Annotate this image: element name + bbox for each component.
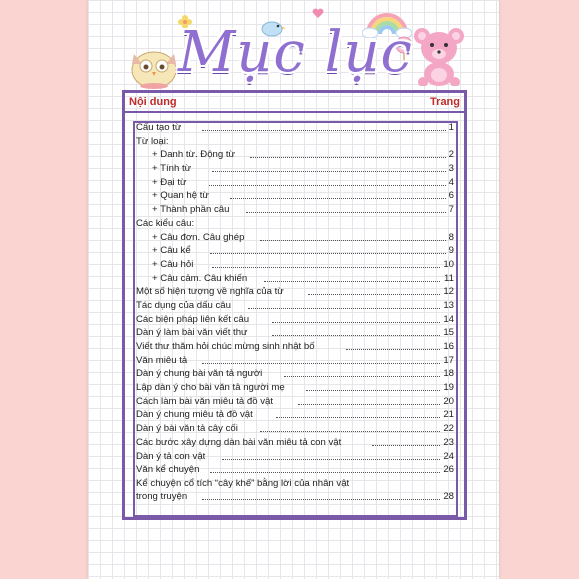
dot-leader	[250, 157, 446, 158]
toc-entry-title: Một số hiện tượng về nghĩa của từ	[136, 286, 284, 298]
toc-entry-page: 12	[443, 286, 454, 298]
dot-leader	[248, 308, 440, 309]
toc-entry-title: Cách làm bài văn miêu tả đồ vật	[136, 395, 274, 407]
dot-leader	[202, 363, 440, 364]
toc-entry-title: Văn miêu tả	[136, 354, 188, 366]
dot-leader	[212, 171, 446, 172]
toc-entry-title: + Câu cảm. Câu khiến	[152, 272, 248, 284]
toc-entry	[136, 244, 456, 258]
toc-entry-title: + Tính từ	[152, 163, 192, 175]
dot-leader	[246, 212, 446, 213]
dot-leader	[230, 198, 446, 199]
toc-entry-title: + Câu đơn. Câu ghép	[152, 231, 245, 243]
toc-entry-title: Dàn ý chung bài văn tả người	[136, 368, 263, 380]
content-column-label: Nội dung	[129, 96, 177, 108]
toc-entry	[136, 450, 456, 464]
dot-leader	[202, 130, 446, 131]
toc-entry-title: Dàn ý làm bài văn viết thư	[136, 327, 248, 339]
toc-header	[125, 93, 464, 113]
dot-leader	[212, 267, 440, 268]
toc-entry-title: Dàn ý chung miêu tả đồ vật	[136, 409, 253, 421]
page-column-label: Trang	[430, 96, 460, 108]
toc-entry-page: 22	[443, 423, 454, 435]
toc-entry	[136, 176, 456, 190]
toc-entry	[136, 436, 456, 450]
toc-entry	[136, 231, 456, 245]
dot-leader	[272, 335, 440, 336]
toc-entry-page: 9	[448, 245, 454, 257]
toc-entry-page: 28	[443, 490, 454, 502]
toc-entry-page: 1	[448, 122, 454, 133]
toc-entry-title: + Thành phần câu	[152, 204, 230, 216]
dot-leader	[210, 472, 440, 473]
dot-leader	[284, 376, 440, 377]
toc-entry-title: + Câu kể	[152, 245, 191, 257]
toc-entry-page: 24	[443, 450, 454, 462]
toc-entry-title: + Danh từ. Động từ	[152, 149, 235, 161]
toc-entry	[136, 189, 456, 203]
toc-entry-title: Các kiểu câu:	[136, 217, 195, 229]
teddy-bear-icon	[410, 24, 468, 86]
toc-entry-title: Các bước xây dựng dàn bài văn miêu tả con vật	[136, 436, 342, 448]
toc-entry-page: 26	[443, 464, 454, 476]
toc-entry-title-continued: trong truyện	[136, 490, 188, 502]
toc-entry-title: Kể chuyện cổ tích “cây khế” bằng lời của nhân vật	[136, 477, 350, 489]
toc-entry-page: 11	[444, 272, 454, 284]
dot-leader	[210, 253, 446, 254]
toc-entry-title: Văn kể chuyện	[136, 464, 200, 476]
toc-entry-page: 3	[448, 163, 454, 175]
toc-entry-title: Lập dàn ý cho bài văn tả người mẹ	[136, 382, 285, 394]
toc-entry-title: Dàn ý bài văn tả cây cối	[136, 423, 238, 435]
toc-entry	[136, 477, 456, 503]
dot-leader	[306, 390, 440, 391]
toc-entry-page: 14	[443, 313, 454, 325]
toc-entry-page: 10	[443, 258, 454, 270]
toc-entry	[136, 408, 456, 422]
toc-entry-title: Từ loại:	[136, 135, 169, 147]
toc-entry-title: + Đại từ	[152, 176, 187, 188]
toc-entry	[136, 121, 456, 135]
toc-entry-page: 4	[448, 176, 454, 188]
toc-entry-page: 2	[448, 149, 454, 161]
toc-entry	[136, 422, 456, 436]
dot-leader	[346, 349, 440, 350]
dot-leader	[260, 240, 446, 241]
toc-entry	[136, 463, 456, 477]
toc-entry	[136, 258, 456, 272]
dot-leader	[276, 417, 440, 418]
toc-entry-page: 21	[443, 409, 454, 421]
owl-icon	[126, 40, 182, 90]
toc-entry	[136, 148, 456, 162]
dot-leader	[298, 404, 440, 405]
toc-entry-page: 7	[448, 204, 454, 216]
toc-entry	[136, 354, 456, 368]
table-of-contents	[136, 121, 456, 503]
toc-entry	[136, 272, 456, 286]
toc-entry	[136, 203, 456, 217]
toc-entry-page: 23	[443, 436, 454, 448]
toc-entry-page: 6	[448, 190, 454, 202]
dot-leader	[260, 431, 440, 432]
toc-entry-title: Tác dụng của dấu câu	[136, 299, 231, 311]
toc-entry-page: 19	[443, 382, 454, 394]
toc-entry	[136, 285, 456, 299]
toc-entry-page: 18	[443, 368, 454, 380]
toc-entry-title: Viết thư thăm hỏi chúc mừng sinh nhật bố	[136, 341, 315, 352]
toc-entry	[136, 395, 456, 409]
toc-entry-title: + Câu hỏi	[152, 258, 194, 270]
toc-entry	[136, 217, 456, 231]
toc-entry	[136, 299, 456, 313]
toc-entry-title: + Quan hệ từ	[152, 190, 209, 202]
toc-entry	[136, 313, 456, 327]
toc-entry-page: 8	[448, 231, 454, 243]
dot-leader	[308, 294, 440, 295]
page-title: Mục lục	[178, 20, 413, 85]
toc-entry-title: Dàn ý tả con vật	[136, 450, 206, 462]
toc-entry	[136, 326, 456, 340]
dot-leader	[272, 322, 440, 323]
dot-leader	[264, 281, 440, 282]
toc-entry	[136, 135, 456, 149]
toc-entry	[136, 367, 456, 381]
toc-entry-page: 17	[443, 354, 454, 366]
toc-entry-page: 13	[443, 299, 454, 311]
toc-entry	[136, 162, 456, 176]
toc-entry-title: Cấu tạo từ	[136, 122, 182, 133]
toc-entry	[136, 340, 456, 354]
dot-leader	[202, 499, 440, 500]
toc-entry-title: Các biện pháp liên kết câu	[136, 313, 250, 325]
toc-entry-page: 16	[443, 341, 454, 352]
dot-leader	[222, 459, 440, 460]
toc-entry-page: 20	[443, 395, 454, 407]
toc-entry-page: 15	[443, 327, 454, 339]
dot-leader	[209, 185, 446, 186]
toc-entry	[136, 381, 456, 395]
dot-leader	[372, 445, 440, 446]
